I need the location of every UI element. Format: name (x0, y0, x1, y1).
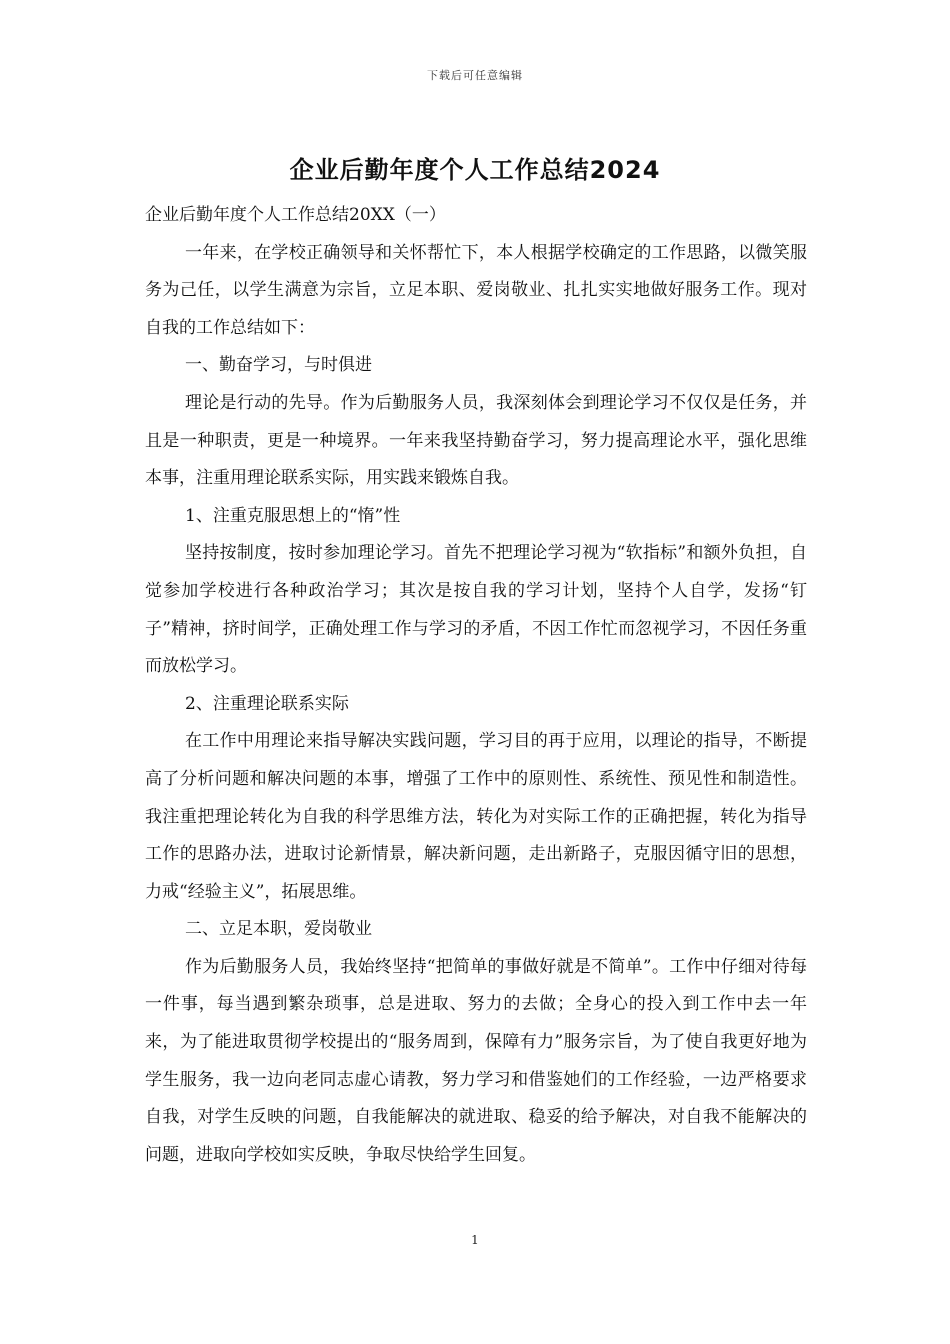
subsection-heading-1: 1、注重克服思想上的“惰”性 (185, 505, 401, 526)
body-paragraph: 理论是行动的先导。作为后勤服务人员，我深刻体会到理论学习不仅仅是任务，并且是一种职责，更是一种境界。一年来我坚持勤奋学习，努力提高理论水平，强化思维本事，注重用理论联系实际，用实践来锻炼自我。 (145, 392, 807, 489)
header-note: 下载后可任意编辑 (427, 69, 523, 82)
body-paragraph: 坚持按制度，按时参加理论学习。首先不把理论学习视为“软指标”和额外负担，自觉参加学校进行各种政治学习；其次是按自我的学习计划，坚持个人自学，发扬“钉子”精神，挤时间学，正确处理工作与学习的矛盾，不因工作忙而忽视学习，不因任务重而放松学习。 (145, 543, 807, 677)
intro-paragraph: 一年来，在学校正确领导和关怀帮忙下，本人根据学校确定的工作思路，以微笑服务为己任，以学生满意为宗旨，立足本职、爱岗敬业、扎扎实实地做好服务工作。现对自我的工作总结如下： (145, 242, 807, 338)
subsection-heading-2: 2、注重理论联系实际 (185, 693, 349, 714)
body-paragraph: 在工作中用理论来指导解决实践问题，学习目的再于应用，以理论的指导，不断提高了分析问题和解决问题的本事，增强了工作中的原则性、系统性、预见性和制造性。我注重把理论转化为自我的科学思维方法，转化为对实际工作的正确把握，转化为指导工作的思路办法，进取讨论新情景，解决新问题，走出新路子，克服因循守旧的思想，力戒“经验主义”，拓展思维。 (145, 731, 807, 902)
document-body (145, 197, 807, 1174)
subtitle-paragraph: 企业后勤年度个人工作总结20XX（一） (145, 205, 446, 225)
section-heading-2: 二、立足本职，爱岗敬业 (185, 919, 372, 940)
body-paragraph: 作为后勤服务人员，我始终坚持“把简单的事做好就是不简单”。工作中仔细对待每一件事，每当遇到繁杂琐事，总是进取、努力的去做；全身心的投入到工作中去一年来，为了能进取贯彻学校提出的“服务周到，保障有力”服务宗旨，为了使自我更好地为学生服务，我一边向老同志虚心请教，努力学习和借鉴她们的工作经验，一边严格要求自我，对学生反映的问题，自我能解决的就进取、稳妥的给予解决，对自我不能解决的问题，进取向学校如实反映，争取尽快给学生回复。 (145, 956, 807, 1165)
section-heading-1: 一、勤奋学习，与时俱进 (185, 355, 372, 376)
document-title: 企业后勤年度个人工作总结2024 (289, 156, 661, 184)
page-number: 1 (471, 1233, 479, 1247)
